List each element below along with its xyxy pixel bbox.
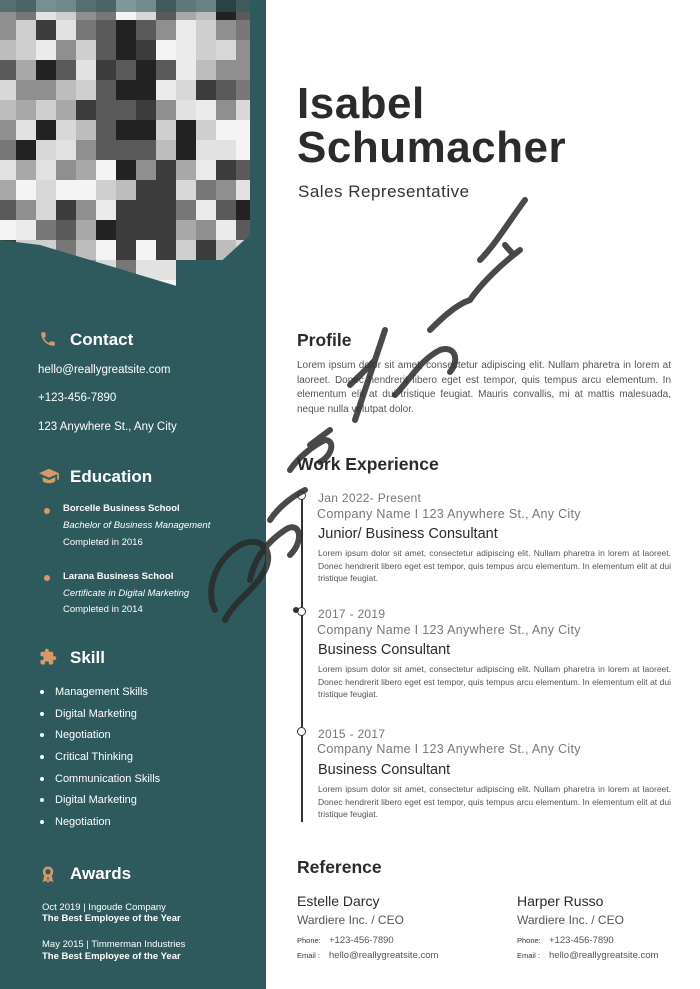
job-title: Sales Representative bbox=[298, 182, 470, 201]
skill-item: Negotiation bbox=[40, 727, 160, 749]
reference-email-value[interactable]: hello@reallygreatsite.com bbox=[329, 950, 439, 961]
first-name: Isabel bbox=[297, 79, 425, 128]
education-bullet bbox=[44, 508, 50, 514]
reference-phone bbox=[517, 935, 614, 946]
education-completed: Completed in 2014 bbox=[63, 604, 143, 615]
skill-item: Digital Marketing bbox=[40, 792, 160, 814]
education-completed: Completed in 2016 bbox=[63, 537, 143, 548]
reference-phone bbox=[297, 935, 394, 946]
awards-heading: Awards bbox=[70, 864, 132, 883]
profile-text: Lorem ipsum dolor sit amet, consectetur adipiscing elit. Nullam pharetra in lorem at laoreet. Donec hendrerit libero eget est tempor, quis tempus arcu elementum. In elementum elit at dui tristique feugiat. Mauris convallis, mi at mattis malesuada, neque nulla volutpat dolor. bbox=[297, 360, 671, 416]
phone-icon bbox=[38, 330, 58, 350]
job-role: Junior/ Business Consultant bbox=[318, 526, 498, 542]
work-experience-heading: Work Experience bbox=[297, 454, 439, 474]
sidebar bbox=[0, 0, 266, 989]
reference-email bbox=[517, 950, 658, 961]
education-degree: Certificate in Digital Marketing bbox=[63, 588, 190, 599]
contact-email[interactable]: hello@reallygreatsite.com bbox=[38, 364, 171, 376]
skill-item: Digital Marketing bbox=[40, 706, 160, 728]
reference-name: Harper Russo bbox=[517, 893, 604, 909]
job-role: Business Consultant bbox=[318, 642, 451, 658]
skill-item: Critical Thinking bbox=[40, 749, 160, 771]
phone-label: Phone: bbox=[517, 936, 541, 945]
reference-heading: Reference bbox=[297, 857, 382, 877]
timeline-node bbox=[297, 607, 306, 616]
education-school: Larana Business School bbox=[63, 571, 174, 582]
education-bullet bbox=[44, 575, 50, 581]
phone-label: Phone: bbox=[297, 936, 321, 945]
job-date: Jan 2022- Present bbox=[318, 491, 422, 505]
profile-photo-pixelated bbox=[0, 0, 266, 300]
job-role: Business Consultant bbox=[318, 762, 451, 778]
award-date: May 2015 | Timmerman Industries bbox=[42, 939, 186, 950]
skill-heading: Skill bbox=[70, 648, 105, 667]
skill-item: Negotiation bbox=[40, 814, 160, 836]
education-school: Borcelle Business School bbox=[63, 503, 180, 514]
skill-list bbox=[40, 684, 160, 836]
reference-email bbox=[297, 950, 438, 961]
job-date: 2017 - 2019 bbox=[318, 607, 386, 621]
skill-item: Communication Skills bbox=[40, 771, 160, 793]
job-description: Lorem ipsum dolor sit amet, consectetur adipiscing elit. Nullam pharetra in lorem at laoreet. Donec hendrerit libero eget est tempor, quis tempus arcu elementum. In elementum elit at dui tristique feugiat. bbox=[318, 548, 671, 583]
reference-name: Estelle Darcy bbox=[297, 893, 380, 909]
email-label: Email : bbox=[517, 951, 540, 960]
reference-email-value[interactable]: hello@reallygreatsite.com bbox=[549, 950, 659, 961]
medal-icon bbox=[38, 864, 58, 884]
puzzle-icon bbox=[38, 648, 58, 668]
contact-heading: Contact bbox=[70, 330, 134, 349]
reference-company: Wardiere Inc. / CEO bbox=[297, 913, 404, 927]
job-description: Lorem ipsum dolor sit amet, consectetur adipiscing elit. Nullam pharetra in lorem at laoreet. Donec hendrerit libero eget est tempor, quis tempus arcu elementum. In elementum elit at dui tristique feugiat. bbox=[318, 784, 671, 819]
education-degree: Bachelor of Business Management bbox=[63, 520, 211, 531]
award-title: The Best Employee of the Year bbox=[42, 951, 181, 962]
education-heading: Education bbox=[70, 467, 153, 486]
timeline-line bbox=[301, 492, 303, 822]
job-description: Lorem ipsum dolor sit amet, consectetur adipiscing elit. Nullam pharetra in lorem at laoreet. Donec hendrerit libero eget est tempor, quis tempus arcu elementum. In elementum elit at dui tristique feugiat. bbox=[318, 664, 671, 699]
last-name: Schumacher bbox=[297, 123, 567, 172]
candidate-name bbox=[297, 79, 567, 172]
reference-phone-value[interactable]: +123-456-7890 bbox=[549, 935, 614, 946]
job-date: 2015 - 2017 bbox=[318, 727, 386, 741]
contact-phone[interactable]: +123-456-7890 bbox=[38, 392, 117, 404]
profile-heading: Profile bbox=[297, 330, 352, 350]
reference-company: Wardiere Inc. / CEO bbox=[517, 913, 624, 927]
job-company: Company Name I 123 Anywhere St., Any City bbox=[317, 742, 581, 756]
graduation-cap-icon bbox=[38, 467, 58, 487]
timeline-node bbox=[297, 491, 306, 500]
award-date: Oct 2019 | Ingoude Company bbox=[42, 902, 166, 913]
skill-item: Management Skills bbox=[40, 684, 160, 706]
timeline-node bbox=[297, 727, 306, 736]
reference-phone-value[interactable]: +123-456-7890 bbox=[329, 935, 394, 946]
email-label: Email : bbox=[297, 951, 320, 960]
job-company: Company Name I 123 Anywhere St., Any City bbox=[317, 507, 581, 521]
job-company: Company Name I 123 Anywhere St., Any City bbox=[317, 623, 581, 637]
award-title: The Best Employee of the Year bbox=[42, 913, 181, 924]
contact-address: 123 Anywhere St., Any City bbox=[38, 421, 177, 433]
